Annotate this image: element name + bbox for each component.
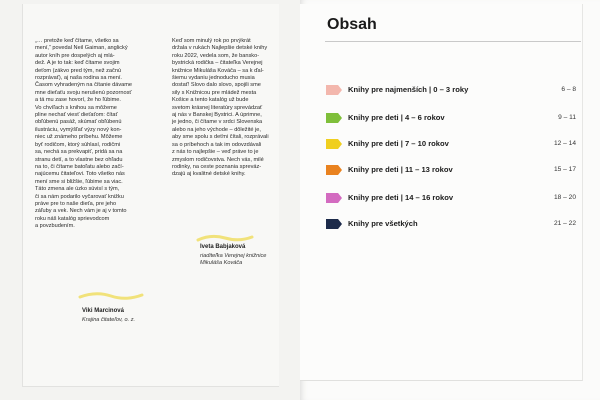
toc-item-pages: 15 – 17: [554, 166, 576, 173]
signature-role-1: Krajina čitateľov, o. z.: [82, 317, 136, 323]
toc-item-pages: 18 – 20: [554, 194, 576, 201]
color-flag-icon: [326, 165, 342, 175]
signature-name-1: Viki Marcinová: [82, 308, 124, 314]
foreword-column-2: Keď som minulý rok po prvýkrát držala v rukách Najlepšie detské knihy roku 2022, vedela som, že bansko- bystrická rodička – čitateľka Verejnej knižnice Mikuláša Kováča – sa k ďal- šiemu vydaniu jednoducho musia dostať! Slovo dalo slovo, spojili sme sily s Knižnicou pre mládež mesta Košice a tento katalóg už bude svetom krásnej literatúry sprevádzať aj nás v Banskej Bystrici. A úprimne, je jedno, či čítame v srdci Slovenska alebo na jeho východe – dôležité je, aby sme spolu s deťmi čítali, rozprávali sa o príbehoch a tak im odovzdávali z nás to najlepšie – veď práve to je zmyslom rodičovstva. Nech vás, milé rodinky, na ceste poznania spreváz- dzajú aj kvalitné detské knihy.: [172, 38, 269, 178]
signature-name-2: Iveta Babjaková: [200, 244, 246, 250]
color-flag-icon: [326, 113, 342, 123]
toc-item-label: Knihy pre všetkých: [348, 219, 418, 228]
toc-item-1[interactable]: [326, 112, 578, 126]
toc-item-0[interactable]: [326, 84, 578, 98]
signature-swoosh-1: [78, 290, 144, 302]
toc-title: Obsah: [327, 16, 377, 33]
toc-item-pages: 21 – 22: [554, 220, 576, 227]
toc-item-3[interactable]: [326, 164, 578, 178]
toc-item-label: Knihy pre deti | 4 – 6 rokov: [348, 113, 445, 122]
color-flag-icon: [326, 219, 342, 229]
toc-item-5[interactable]: [326, 218, 578, 232]
toc-divider: [325, 41, 581, 42]
toc-item-pages: 9 – 11: [558, 114, 576, 121]
toc-item-4[interactable]: [326, 192, 578, 206]
color-flag-icon: [326, 139, 342, 149]
toc-item-2[interactable]: [326, 138, 578, 152]
toc-item-label: Knihy pre najmenších | 0 – 3 roky: [348, 85, 469, 94]
toc-item-label: Knihy pre deti | 11 – 13 rokov: [348, 165, 453, 174]
toc-item-label: Knihy pre deti | 7 – 10 rokov: [348, 139, 449, 148]
toc-item-label: Knihy pre deti | 14 – 16 rokov: [348, 193, 454, 202]
toc-item-pages: 12 – 14: [554, 140, 576, 147]
signature-swoosh-2: [196, 232, 254, 244]
color-flag-icon: [326, 85, 342, 95]
foreword-column-1: „… pretože keď čítame, všetko sa mení,“ povedal Neil Gaiman, anglický autor kníh pre dospelých aj mlá- dež. A je to tak: keď čítame svojim deťom (zákvo pred tým, než začnú rozprávať), aj naša rodina sa mení. Časom vyhradeným na čítanie dávame mne dieťaťu svoju nerušenú pozornosť a tá mu zase hovorí, že ho ľúbime. Vo chvíľach s knihou sa môžeme pline nechať viesť dieťaťom: čítať obľúbenú pasáž, skúmať obľúbenú ilustráciu, vymýšľať výzy nový kon- niec už známeho príbehu. Môžeme byť rodičom, ktorý súhlasí, rodičmi sa, nechá sa prekvapiť, pridá sa na stranu detí, a to vlastne bez ohľadu na to, či čítame batoľatu alebo začí- najúcemu čitateľovi. Toto všetko nás mení sme si bližšie, ľúbime sa viac. Táto zmena ale úzko súvisí s tým, či sa nám podarilo vyčarovať knižku práve pre to naše dieťa, pre jeho záľuby a vek. Nech vám je aj v tomto roku náš katalóg sprievodcom a povzbudením.: [35, 38, 133, 230]
toc-item-pages: 6 – 8: [561, 86, 576, 93]
signature-role-2: riaditeľka Verejnej knižnice Mikuláša Kováča: [200, 253, 267, 266]
color-flag-icon: [326, 193, 342, 203]
